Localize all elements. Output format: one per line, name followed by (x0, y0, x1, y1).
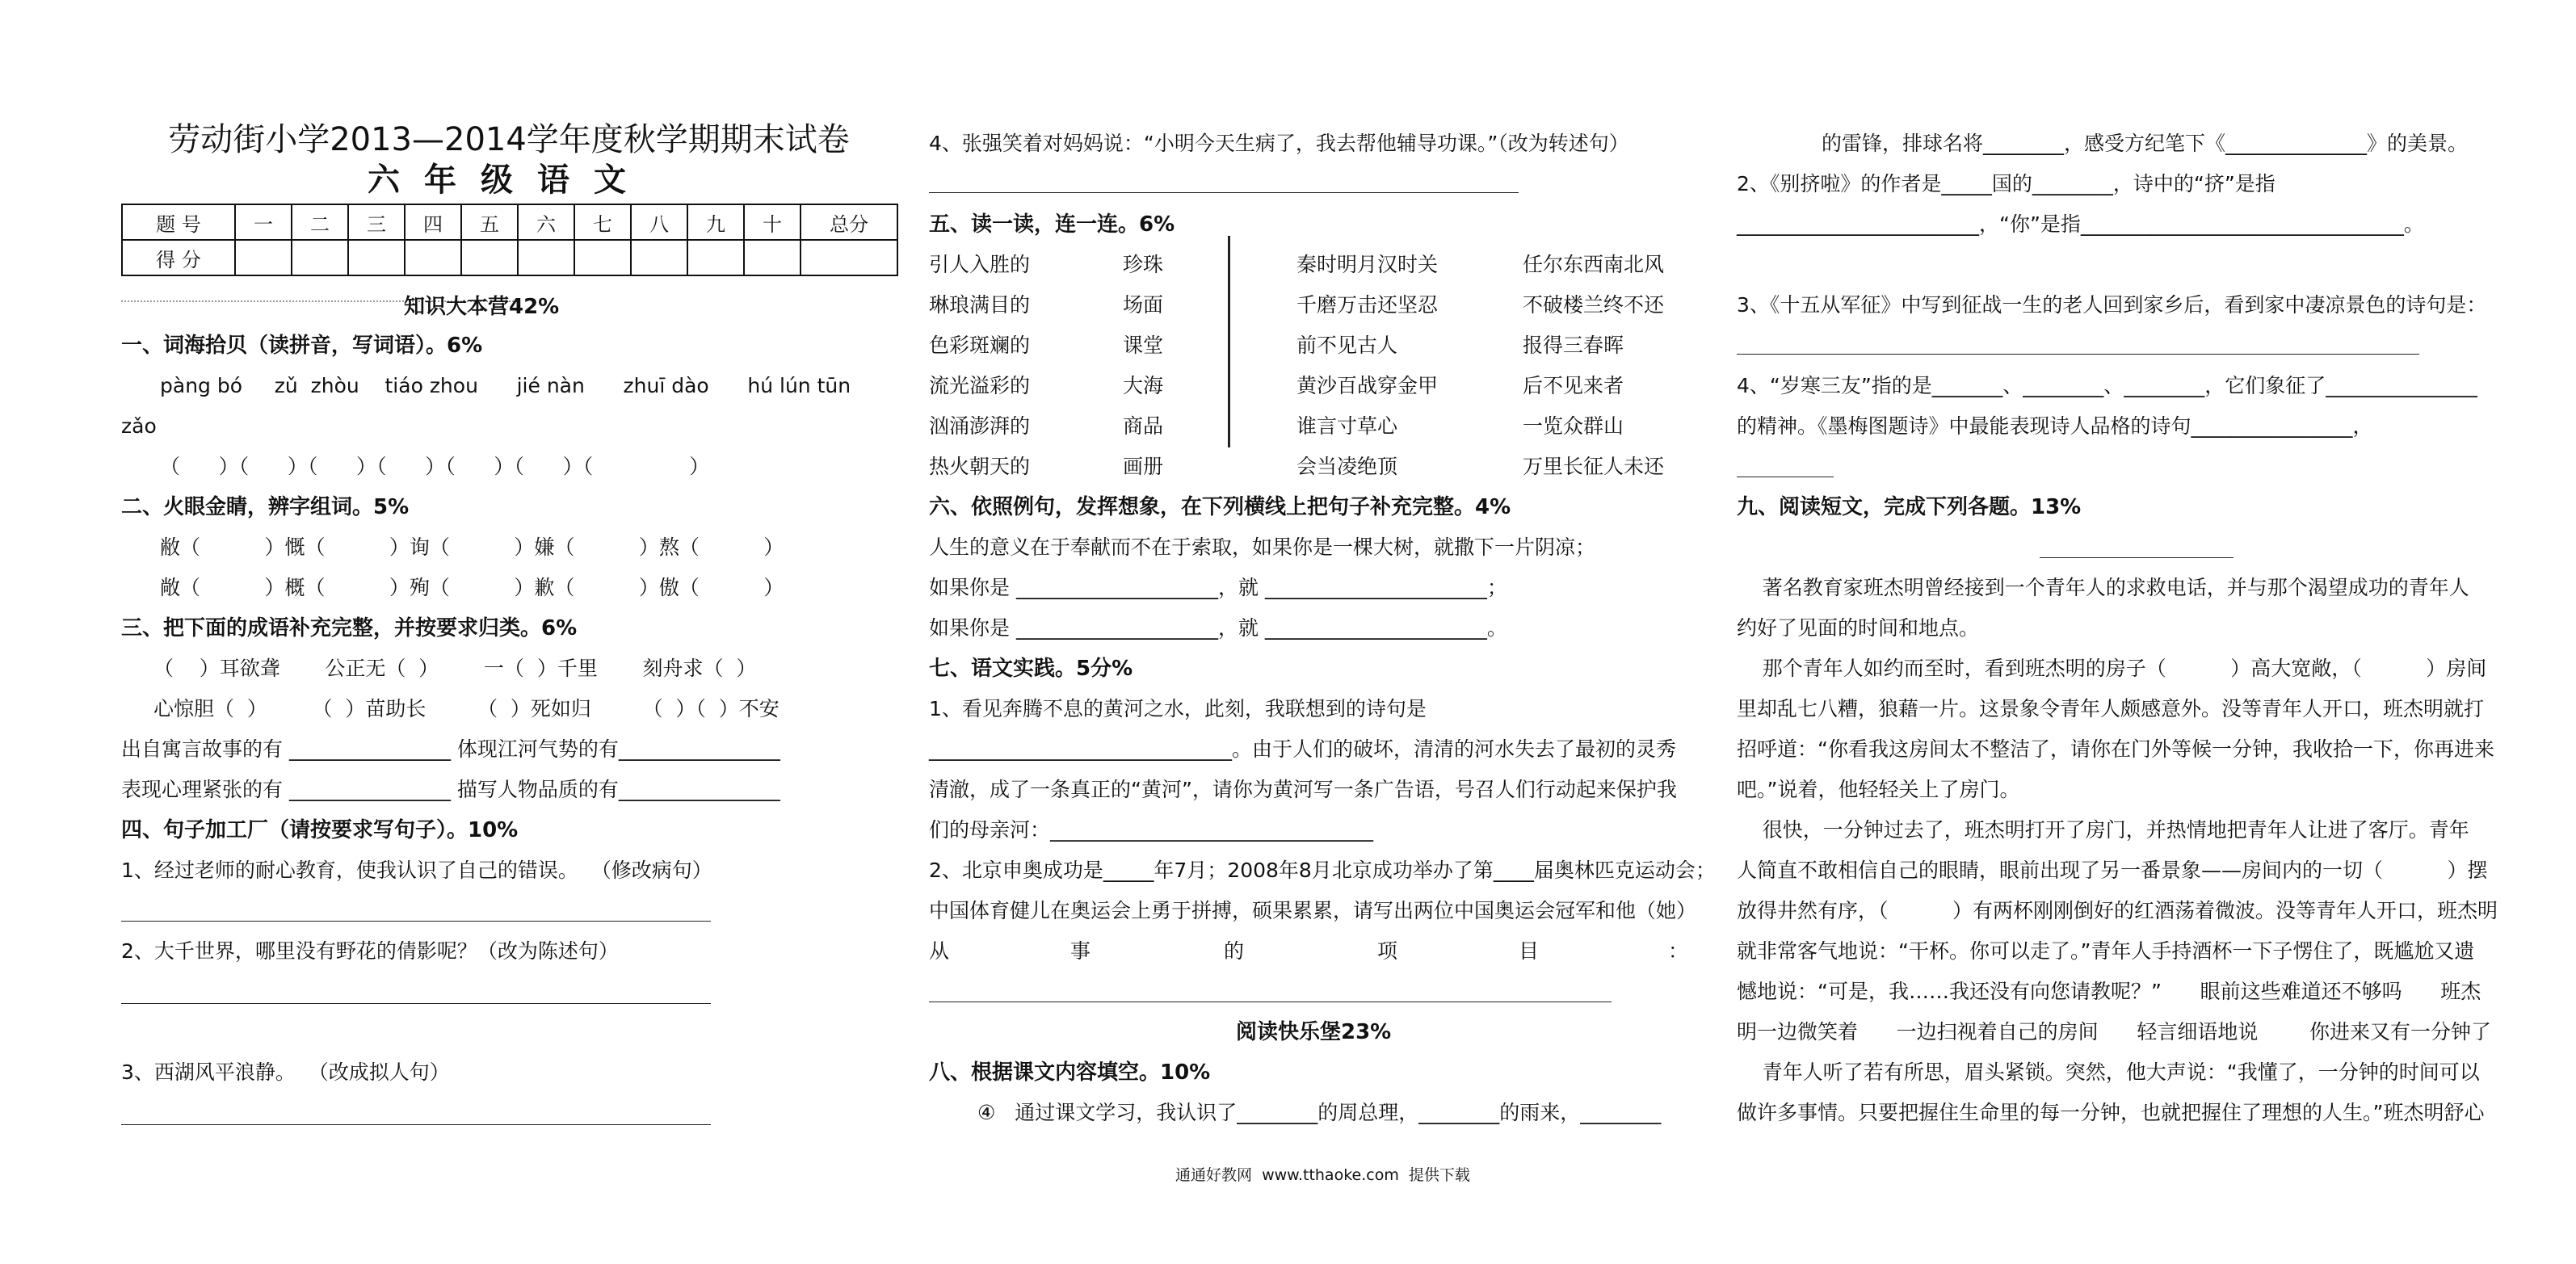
q7-justified-char: 事 (1070, 939, 1091, 963)
match-item[interactable]: 前不见古人 (1296, 334, 1398, 357)
column-middle (929, 0, 1716, 1264)
match-item[interactable]: 课堂 (1123, 334, 1164, 357)
column-right (1737, 0, 2512, 1264)
q6-line-1[interactable]: 如果你是 ____________________，就 ______________________； (929, 576, 1507, 599)
score-header-cell: 一 (235, 204, 292, 240)
passage-line: 人简直不敢相信自己的眼睛，眼前出现了另一番景象——房间内的一切（ ）摆 (1737, 859, 2488, 882)
score-header-cell: 总分 (801, 204, 897, 240)
match-item[interactable]: 大海 (1123, 374, 1164, 397)
passage-title-blank[interactable] (2040, 557, 2234, 558)
q1-pinyin-cont: zǎo (121, 414, 157, 438)
match-item[interactable]: 不破楼兰终不还 (1523, 293, 1665, 317)
passage-line: 里却乱七八糟，狼藉一片。这景象令青年人颇感意外。没等青年人开口，班杰明就打 (1737, 697, 2485, 720)
q7-heading: 七、语文实践。5分% (929, 657, 1133, 681)
passage-line: 青年人听了若有所思，眉头紧锁。突然，他大声说：“我懂了，一分钟的时间可以 (1737, 1060, 2480, 1084)
section-title-reading: 阅读快乐堡23% (1236, 1020, 1392, 1044)
passage-line: 著名教育家班杰明曾经接到一个青年人的求救电话，并与那个渴望成功的青年人 (1737, 576, 2469, 599)
match-item[interactable]: 热火朝天的 (929, 455, 1031, 478)
q7-line-1: 1、看见奔腾不息的黄河之水，此刻，我联想到的诗句是 (929, 697, 1427, 720)
match-item[interactable]: 场面 (1123, 293, 1164, 317)
score-header-cell: 八 (631, 204, 687, 240)
exam-title: 劳动街小学2013—2014学年度秋学期期末试卷 (168, 121, 850, 158)
q2-row-2[interactable]: 敞（ ）概（ ）殉（ ）歉（ ）傲（ ） (160, 576, 784, 599)
q6-example: 人生的意义在于奉献而不在于索取，如果你是一棵大树，就撒下一片阴凉； (929, 535, 1596, 559)
passage-line: 招呼道：“你看我这房间太不整洁了，请你在门外等候一分钟，我收拾一下，你再进来 (1737, 737, 2494, 761)
q2-heading: 二、火眼金睛，辨字组词。5% (121, 495, 410, 519)
score-header-cell: 九 (687, 204, 744, 240)
score-cell[interactable] (348, 240, 405, 275)
q7-justified-char: ： (1668, 939, 1689, 963)
q8-line-3[interactable]: 2、《别挤啦》的作者是_____国的________，诗中的“挤”是指 (1737, 172, 2276, 195)
score-row-label: 得 分 (122, 240, 235, 275)
score-header-cell: 三 (348, 204, 405, 240)
q1-pinyin: pàng bó zǔ zhòu tiáo zhou jié nàn zhuī dào hú lún tūn (160, 374, 851, 397)
match-item[interactable]: 珍珠 (1123, 253, 1164, 276)
q6-line-2[interactable]: 如果你是 ____________________，就 ______________________。 (929, 616, 1507, 640)
passage-line: 吧。”说着，他轻轻关上了房门。 (1737, 778, 2020, 801)
q3-heading: 三、把下面的成语补充完整，并按要求归类。6% (121, 616, 578, 640)
q3-row-1[interactable]: （ ）耳欲聋 公正无（ ） 一（ ）千里 刻舟求（ ） (153, 657, 757, 680)
column-left (121, 0, 905, 1264)
score-header-cell: 五 (461, 204, 518, 240)
match-item[interactable]: 流光溢彩的 (929, 374, 1031, 397)
q7-line-2[interactable]: ______________________________。由于人们的破坏，清清的河水失去了最初的灵秀 (929, 737, 1677, 761)
q7-justified-char: 项 (1377, 939, 1398, 963)
score-cell[interactable] (235, 240, 292, 275)
score-cell[interactable] (405, 240, 461, 275)
q7-justified-char: 目 (1519, 939, 1540, 963)
score-table (121, 204, 898, 276)
q4-heading: 四、句子加工厂（请按要求写句子）。10% (121, 818, 519, 842)
match-item[interactable]: 千磨万击还坚忍 (1296, 293, 1439, 317)
q5-heading: 五、读一读，连一连。6% (929, 212, 1175, 237)
q6-heading: 六、依照例句，发挥想象，在下列横线上把句子补充完整。4% (929, 495, 1511, 519)
score-cell[interactable] (292, 240, 348, 275)
match-item[interactable]: 汹涌澎湃的 (929, 414, 1031, 438)
q3-row-2[interactable]: 心惊胆（ ） （ ）苗助长 （ ）死如归 （ ）（ ）不安 (153, 697, 780, 720)
q3-row-3[interactable]: 出自寓言故事的有 ________________ 体现江河气势的有________________ (121, 737, 780, 761)
score-cell[interactable] (631, 240, 687, 275)
q9-heading: 九、阅读短文，完成下列各题。13% (1737, 495, 2082, 519)
q7-line-4[interactable]: 们的母亲河：________________________________ (929, 818, 1374, 842)
q7-justified-char: 从 (929, 939, 950, 963)
q8-line-2[interactable]: 的雷锋，排球名将________，感受方纪笔下《______________》的美景。 (1822, 132, 2469, 155)
passage-line: 约好了见面的时间和地点。 (1737, 616, 1980, 640)
section-title-knowledge: 知识大本营42% (404, 295, 560, 319)
match-item[interactable]: 任尔东西南北风 (1523, 253, 1665, 276)
score-header-cell: 七 (574, 204, 631, 240)
score-cell[interactable] (687, 240, 744, 275)
q8-line-5: 3、《十五从军征》中写到征战一生的老人回到家乡后，看到家中凄凉景色的诗句是： (1737, 293, 2487, 317)
q7-line-5[interactable]: 2、北京申奥成功是_____年7月；2008年8月北京成功举办了第____届奥林匹克运动会； (929, 859, 1716, 882)
q8-line-4[interactable]: ________________________，“你”是指________________________________。 (1737, 212, 2424, 236)
match-item[interactable]: 黄沙百战穿金甲 (1296, 374, 1439, 397)
score-header-cell: 六 (518, 204, 574, 240)
score-table-header-row (122, 204, 897, 240)
passage-line: 明一边微笑着 一边扫视着自己的房间 轻言细语地说 你进来又有一分钟了 (1737, 1020, 2491, 1044)
passage-line: 就非常客气地说：“干杯。你可以走了。”青年人手持酒杯一下子愣住了，既尴尬又遗 (1737, 939, 2475, 963)
match-item[interactable]: 引人入胜的 (929, 253, 1031, 276)
footer-source: 通通好教网 www.tthaoke.com 提供下载 (1175, 1166, 1470, 1184)
score-header-cell: 二 (292, 204, 348, 240)
q8-line-6[interactable]: 4、“岁寒三友”指的是_______、________、________，它们象征了_______________ (1737, 374, 2477, 397)
score-cell[interactable] (801, 240, 897, 275)
q4-sentence-1: 1、经过老师的耐心教育，使我认识了自己的错误。 （修改病句） (121, 859, 712, 882)
q7-line-3: 清澈，成了一条真正的“黄河”，请你为黄河写一条广告语，号召人们行动起来保护我 (929, 778, 1677, 801)
q2-row-1[interactable]: 敝（ ）慨（ ）询（ ）嫌（ ）熬（ ） (160, 535, 784, 559)
answer-line[interactable] (121, 1124, 711, 1125)
score-cell[interactable] (518, 240, 574, 275)
match-item[interactable]: 画册 (1123, 455, 1164, 478)
answer-line[interactable] (121, 921, 711, 922)
q4-sentence-2: 2、大千世界，哪里没有野花的倩影呢？（改为陈述句） (121, 939, 619, 963)
answer-line[interactable] (929, 192, 1519, 193)
score-cell[interactable] (574, 240, 631, 275)
answer-line[interactable] (1737, 354, 2419, 355)
exam-subtitle: 六年级语文 (368, 162, 650, 199)
match-item[interactable]: 商品 (1123, 414, 1164, 438)
q7-justified-char: 的 (1224, 939, 1245, 963)
match-item[interactable]: 报得三春晖 (1523, 334, 1624, 357)
q7-line-6: 中国体育健儿在奥运会上勇于拼搏，硕果累累，请写出两位中国奥运会冠军和他（她） (929, 899, 1697, 922)
q1-answer-blanks[interactable]: （ ）（ ）（ ）（ ）（ ）（ ）（ ） (160, 455, 710, 478)
passage-line: 憾地说：“可是，我……我还没有向您请教呢？” 眼前这些难道还不够吗 班杰 (1737, 980, 2481, 1003)
match-item[interactable]: 琳琅满目的 (929, 293, 1031, 317)
answer-line[interactable] (121, 1003, 711, 1004)
match-item[interactable]: 万里长征人未还 (1523, 455, 1665, 478)
passage-line: 放得井然有序，（ ）有两杯刚刚倒好的红酒荡着微波。没等青年人开口，班杰明 (1737, 899, 2498, 922)
score-header-cell: 四 (405, 204, 461, 240)
q4-sentence-4: 4、张强笑着对妈妈说：“小明今天生病了，我去帮他辅导功课。”（改为转述句） (929, 132, 1629, 155)
match-divider (1228, 236, 1230, 447)
q3-row-4[interactable]: 表现心理紧张的有 ________________ 描写人物品质的有________________ (121, 778, 780, 801)
score-cell[interactable] (461, 240, 518, 275)
score-header-cell: 十 (744, 204, 801, 240)
score-table-score-row (122, 240, 897, 275)
match-item[interactable]: 秦时明月汉时关 (1296, 253, 1439, 276)
passage-line: 很快，一分钟过去了，班杰明打开了房门，并热情地把青年人让进了客厅。青年 (1737, 818, 2469, 842)
match-item[interactable]: 后不见来者 (1523, 374, 1624, 397)
match-item[interactable]: 谁言寸草心 (1296, 414, 1398, 438)
score-cell[interactable] (744, 240, 801, 275)
q4-sentence-3: 3、西湖风平浪静。 （改成拟人句） (121, 1060, 450, 1084)
passage-line: 做许多事情。只要把握住生命里的每一分钟，也就把握住了理想的人生。”班杰明舒心 (1737, 1101, 2485, 1124)
match-item[interactable]: 会当凌绝顶 (1296, 455, 1398, 478)
score-header-cell: 题 号 (122, 204, 235, 240)
q1-heading: 一、词海拾贝（读拼音，写词语）。6% (121, 334, 483, 358)
passage-line: 那个青年人如约而至时，看到班杰明的房子（ ）高大宽敞，（ ）房间 (1737, 657, 2487, 680)
q8-line-1[interactable]: ④ 通过课文学习，我认识了________的周总理，________的雨来，________ (977, 1101, 1662, 1124)
match-item[interactable]: 色彩斑斓的 (929, 334, 1031, 357)
q8-line-7[interactable]: 的精神。《墨梅图题诗》中最能表现诗人品格的诗句________________， (1737, 414, 2373, 438)
match-item[interactable]: 一览众群山 (1523, 414, 1624, 438)
q8-heading: 八、根据课文内容填空。10% (929, 1060, 1211, 1085)
